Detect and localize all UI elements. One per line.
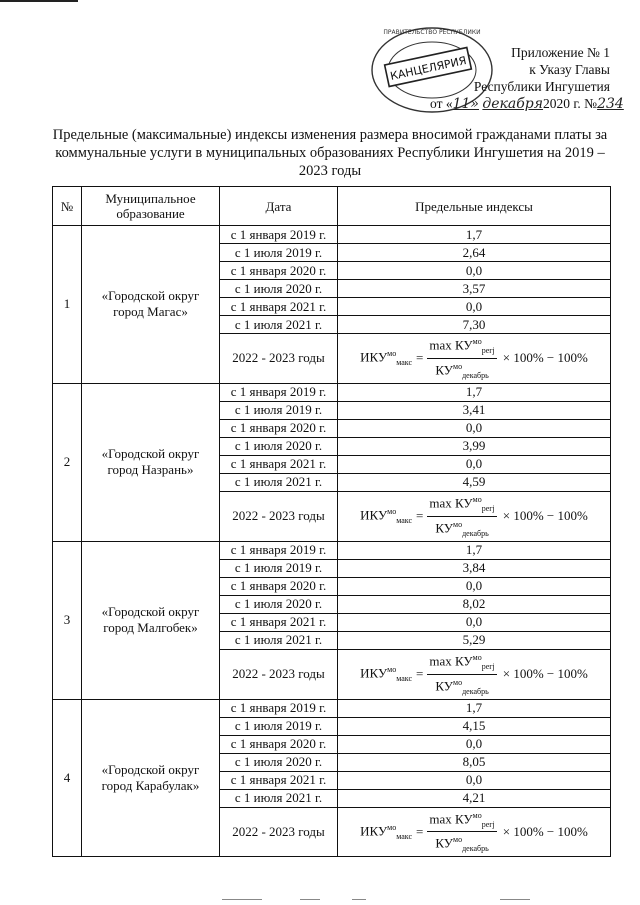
header-num: №: [53, 187, 82, 226]
appendix-line-3: Республики Ингушетия: [473, 79, 610, 94]
row-date: с 1 июля 2021 г.: [220, 473, 338, 491]
row-index-value: 7,30: [338, 316, 611, 334]
formula-lhs: ИКУ: [360, 349, 388, 365]
formula-denominator: КУ: [435, 520, 454, 536]
formula-lhs-sup: мо: [387, 665, 397, 675]
formula-num-sup: мо: [472, 337, 482, 346]
row-index-value: 1,7: [338, 383, 611, 401]
formula-period: 2022 - 2023 годы: [220, 649, 338, 699]
row-date: с 1 июля 2021 г.: [220, 316, 338, 334]
row-date: с 1 января 2021 г.: [220, 613, 338, 631]
header-indexes: Предельные индексы: [338, 187, 611, 226]
group-number: 1: [53, 226, 82, 384]
row-index-value: 0,0: [338, 262, 611, 280]
row-index-value: 0,0: [338, 735, 611, 753]
formula-period: 2022 - 2023 годы: [220, 807, 338, 857]
row-index-value: 8,05: [338, 753, 611, 771]
indexes-table: [52, 186, 611, 857]
row-date: с 1 июля 2019 г.: [220, 559, 338, 577]
table-row: [53, 541, 611, 559]
formula-num-sub: регj: [481, 661, 495, 671]
row-date: с 1 января 2020 г.: [220, 735, 338, 753]
index-formula: [338, 649, 611, 699]
row-date: с 1 июля 2019 г.: [220, 717, 338, 735]
row-index-value: 5,29: [338, 631, 611, 649]
group-number: 4: [53, 699, 82, 857]
row-date: с 1 января 2021 г.: [220, 771, 338, 789]
formula-den-sup: мо: [453, 361, 463, 371]
row-index-value: 3,41: [338, 401, 611, 419]
appendix-number: 234: [597, 96, 624, 112]
row-index-value: 1,7: [338, 226, 611, 244]
formula-period: 2022 - 2023 годы: [220, 491, 338, 541]
formula-lhs-sub: макс: [396, 674, 413, 684]
appendix-date-day: 11»: [452, 96, 479, 112]
formula-den-sub: декабрь: [462, 686, 489, 696]
formula-eq: =: [416, 823, 424, 839]
formula-eq: =: [416, 350, 424, 366]
row-date: с 1 января 2019 г.: [220, 541, 338, 559]
group-number: 3: [53, 541, 82, 699]
appendix-line-4: [430, 95, 624, 113]
formula-denominator: КУ: [435, 835, 454, 851]
formula-lhs-sup: мо: [387, 349, 397, 359]
row-date: с 1 июля 2021 г.: [220, 631, 338, 649]
formula-num-sup: мо: [472, 810, 482, 820]
row-date: с 1 января 2019 г.: [220, 226, 338, 244]
formula-numerator: max КУ: [429, 810, 473, 826]
formula-denominator: КУ: [435, 677, 454, 693]
formula-num-sub: регj: [481, 345, 495, 355]
table-row: [53, 383, 611, 401]
row-index-value: 0,0: [338, 613, 611, 631]
formula-tail: × 100% − 100%: [502, 350, 588, 366]
header-date: Дата: [220, 187, 338, 226]
row-index-value: 4,59: [338, 473, 611, 491]
formula-lhs: ИКУ: [360, 823, 388, 839]
formula-lhs: ИКУ: [360, 507, 388, 523]
formula-numerator: max КУ: [429, 337, 473, 353]
formula-den-sub: декабрь: [462, 528, 489, 538]
row-date: с 1 июля 2019 г.: [220, 401, 338, 419]
index-formula: [338, 334, 611, 384]
row-date: с 1 июля 2020 г.: [220, 437, 338, 455]
formula-lhs-sub: макс: [396, 516, 413, 526]
row-index-value: 1,7: [338, 541, 611, 559]
header-municipality: Муниципальное образование: [82, 187, 220, 226]
formula-den-sup: мо: [453, 835, 463, 845]
formula-den-sup: мо: [453, 519, 463, 529]
appendix-date-month: декабря: [482, 96, 544, 112]
row-index-value: 8,02: [338, 595, 611, 613]
row-date: с 1 января 2019 г.: [220, 383, 338, 401]
formula-den-sub: декабрь: [462, 370, 489, 380]
formula-tail: × 100% − 100%: [502, 666, 588, 682]
table-row: [53, 226, 611, 244]
formula-num-sup: мо: [472, 652, 482, 662]
row-date: с 1 января 2020 г.: [220, 262, 338, 280]
formula-lhs: ИКУ: [360, 665, 388, 681]
formula-lhs-sup: мо: [387, 507, 397, 517]
municipality-name: «Городской округ город Малгобек»: [82, 541, 220, 699]
formula-den-sup: мо: [453, 677, 463, 687]
formula-lhs-sup: мо: [387, 822, 397, 832]
appendix-line-1: Приложение № 1: [511, 45, 610, 60]
row-date: с 1 января 2020 г.: [220, 577, 338, 595]
row-date: с 1 января 2020 г.: [220, 419, 338, 437]
formula-lhs-sub: макс: [396, 358, 413, 368]
formula-num-sub: регj: [481, 503, 495, 513]
formula-num-sub: регj: [481, 819, 495, 829]
row-index-value: 4,15: [338, 717, 611, 735]
row-index-value: 3,84: [338, 559, 611, 577]
appendix-line-2: к Указу Главы: [529, 62, 610, 77]
row-index-value: 0,0: [338, 298, 611, 316]
formula-tail: × 100% − 100%: [502, 508, 588, 524]
row-date: с 1 июля 2021 г.: [220, 789, 338, 807]
appendix-date-prefix: от «: [430, 96, 453, 111]
index-formula: [338, 491, 611, 541]
formula-eq: =: [416, 508, 424, 524]
formula-numerator: max КУ: [429, 495, 473, 511]
row-date: с 1 июля 2020 г.: [220, 280, 338, 298]
index-formula: [338, 807, 611, 857]
svg-text:КАНЦЕЛЯРИЯ: КАНЦЕЛЯРИЯ: [389, 54, 468, 83]
row-date: с 1 января 2021 г.: [220, 455, 338, 473]
row-index-value: 3,57: [338, 280, 611, 298]
municipality-name: «Городской округ город Карабулак»: [82, 699, 220, 857]
row-date: с 1 января 2019 г.: [220, 699, 338, 717]
appendix-block: [430, 44, 624, 113]
row-index-value: 0,0: [338, 455, 611, 473]
row-date: с 1 июля 2020 г.: [220, 753, 338, 771]
formula-period: 2022 - 2023 годы: [220, 334, 338, 384]
row-index-value: 0,0: [338, 771, 611, 789]
appendix-date-year: 2020 г. №: [543, 96, 598, 111]
document-title: Предельные (максимальные) индексы изменения размера вносимой гражданами платы за коммунальные услуги в муниципальных образованиях Республики Ингушетия на 2019 – 2023 годы: [52, 127, 608, 179]
row-index-value: 3,99: [338, 437, 611, 455]
group-number: 2: [53, 383, 82, 541]
table-row: [53, 699, 611, 717]
table-header-row: [53, 187, 611, 226]
municipality-name: «Городской округ город Магас»: [82, 226, 220, 384]
formula-tail: × 100% − 100%: [502, 823, 588, 839]
formula-numerator: max КУ: [429, 653, 473, 669]
formula-den-sub: декабрь: [462, 844, 489, 854]
top-edge-line: [0, 0, 78, 2]
formula-lhs-sub: макс: [396, 831, 413, 841]
row-index-value: 1,7: [338, 699, 611, 717]
formula-denominator: КУ: [435, 362, 454, 378]
municipality-name: «Городской округ город Назрань»: [82, 383, 220, 541]
row-date: с 1 июля 2019 г.: [220, 244, 338, 262]
footer-marks: [0, 895, 640, 905]
row-index-value: 2,64: [338, 244, 611, 262]
row-index-value: 4,21: [338, 789, 611, 807]
row-date: с 1 июля 2020 г.: [220, 595, 338, 613]
row-date: с 1 января 2021 г.: [220, 298, 338, 316]
svg-text:ПРАВИТЕЛЬСТВО РЕСПУБЛИКИ: ПРАВИТЕЛЬСТВО РЕСПУБЛИКИ: [383, 29, 481, 36]
table-body: [53, 226, 611, 857]
formula-num-sup: мо: [472, 494, 482, 504]
row-index-value: 0,0: [338, 419, 611, 437]
formula-eq: =: [416, 666, 424, 682]
row-index-value: 0,0: [338, 577, 611, 595]
